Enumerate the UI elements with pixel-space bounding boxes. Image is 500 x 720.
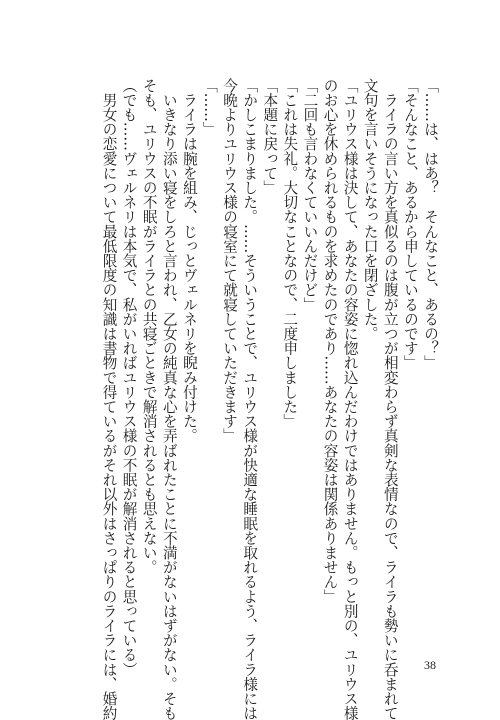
text-line: いきなり添い寝をしろと言われ、乙女の純真な心を弄ばれたことに不満がないはずがない。そも (160, 78, 178, 720)
text-line: 「本題に戻って」 (261, 78, 279, 195)
text-line: ライラの言い方を真似るのは腹が立つが相変わらず真剣な表情なので、ライラも勢いに呑まれて (381, 78, 399, 720)
text-line: （でも……ヴェルネリは本気で、私がいればユリウス様の不眠が解消されると思っている） (120, 78, 138, 677)
text-line: 文句を言いそうになった口を閉ざした。 (361, 78, 379, 341)
text-line: 「かしこまりました。……そういうことで、ユリウス様が快適な睡眠を取れるよう、ライラ様には (241, 78, 259, 720)
text-line: ライラは腕を組み、じっとヴェルネリを睨み付けた。 (180, 78, 198, 443)
text-line: 「……は、はあ？ そんなこと、あるの？」 (422, 78, 439, 370)
text-line: 今晩よりユリウス様の寝室にて就寝していただきます」 (221, 78, 239, 443)
text-line: のお心を休められるものを求めたのであり……あなたの容姿は関係ありません」 (321, 78, 339, 604)
text-line: そも、ユリウスの不眠がライラとの共寝ごときで解消されるとも思えない。 (140, 78, 158, 575)
text-line: 「そんなこと、あるから申しているのです」 (401, 78, 419, 370)
text-line: 「これは失礼。大切なことなので、二度申しました」 (281, 78, 299, 429)
text-line: 「二回も言わなくていいんだけど」 (301, 78, 319, 312)
text-line: 「ユリウス様は決して、あなたの容姿に惚れ込んだわけではありません。もっと別の、ユリウス様 (341, 78, 359, 720)
page-number: 38 (424, 658, 436, 672)
text-line: 「……」 (200, 78, 218, 137)
text-line: 男女の恋愛について最低限度の知識は書物で得ているがそれ以外はさっぱりのライラには、婚約 (100, 78, 118, 720)
